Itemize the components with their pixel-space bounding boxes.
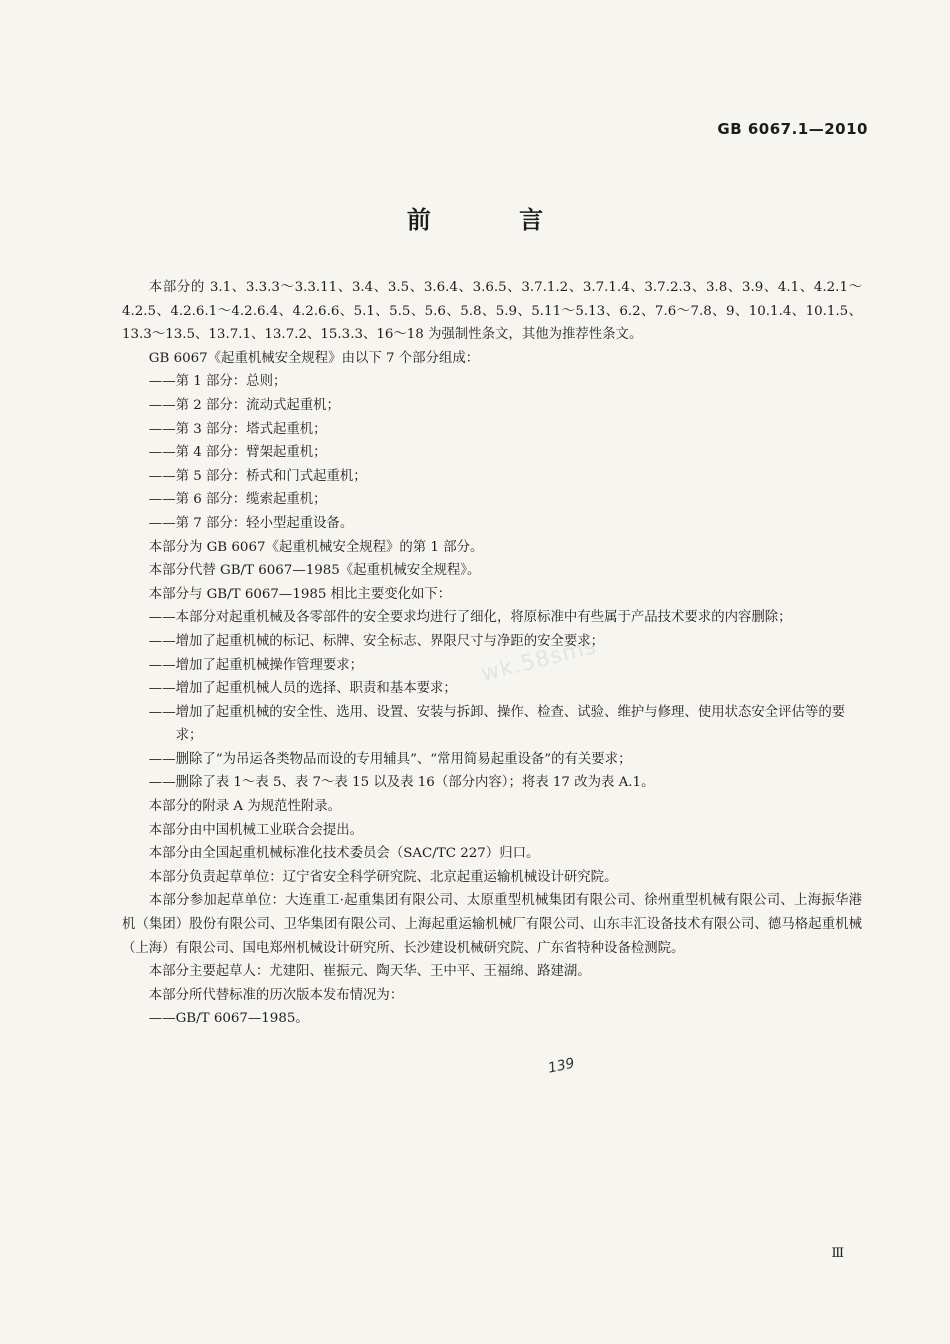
- paragraph: 本部分由中国机械工业联合会提出。: [148, 822, 364, 838]
- paragraph: 本部分与 GB/T 6067—1985 相比主要变化如下：: [148, 586, 452, 602]
- paragraph: 本部分所代替标准的历次版本发布情况为：: [148, 987, 404, 1003]
- list-item: [122, 701, 862, 748]
- list-item-text: 第 6 部分：缆索起重机；: [175, 492, 327, 508]
- list-item: [122, 512, 862, 536]
- list-dash: ——: [148, 421, 176, 437]
- list-item: [122, 394, 862, 418]
- list-dash: ——: [148, 445, 176, 461]
- list-item-text: 第 3 部分：塔式起重机；: [175, 421, 327, 437]
- watermark: wk.58sms: [478, 634, 600, 687]
- paragraph: 本部分参加起草单位：大连重工·起重集团有限公司、太原重型机械集团有限公司、徐州重型机械有限公司、上海振华港机（集团）股份有限公司、卫华集团有限公司、上海起重运输机械厂有限公司、山东丰汇设备技术有限公司、德马格起重机械（上海）有限公司、国电郑州机械设计研究所、长沙建设机械研究院、广东省特种设备检测院。: [122, 893, 862, 956]
- list-dash: ——: [148, 492, 176, 508]
- list-item-text: 本部分对起重机械及各零部件的安全要求均进行了细化，将原标准中有些属于产品技术要求的内容删除；: [175, 610, 792, 626]
- list-dash: ——: [148, 751, 176, 767]
- list-dash: ——: [148, 657, 176, 673]
- list-item: [122, 630, 862, 654]
- list-item: [122, 606, 862, 630]
- list-item-text: 第 2 部分：流动式起重机；: [175, 397, 340, 413]
- list-item: [122, 488, 862, 512]
- list-item-text: 删除了表 1～表 5、表 7～表 15 以及表 16（部分内容）；将表 17 改为表 A.1。: [175, 775, 655, 791]
- page-number: Ⅲ: [831, 1246, 844, 1261]
- list-item: [122, 748, 862, 772]
- list-item: [122, 1007, 862, 1031]
- list-item-text: 增加了起重机械的安全性、选用、设置、安装与拆卸、操作、检查、试验、维护与修理、使用状态安全评估等的要求；: [175, 704, 846, 744]
- list-item: [122, 771, 862, 795]
- list-item: [122, 418, 862, 442]
- list-dash: ——: [148, 633, 176, 649]
- paragraph: 本部分代替 GB/T 6067—1985《起重机械安全规程》。: [148, 563, 481, 579]
- list-dash: ——: [148, 775, 176, 791]
- list-item-text: 增加了起重机械人员的选择、职责和基本要求；: [175, 681, 457, 697]
- list-dash: ——: [148, 515, 176, 531]
- list-dash: ——: [148, 610, 176, 626]
- list-item-text: 删除了“为吊运各类物品而设的专用辅具”、“常用简易起重设备”的有关要求；: [175, 751, 632, 767]
- page-title: 前 言: [406, 206, 584, 234]
- list-item-text: 增加了起重机械操作管理要求；: [175, 657, 364, 673]
- list-item: [122, 441, 862, 465]
- foreword-body: [122, 276, 862, 1031]
- paragraph: 本部分的附录 A 为规范性附录。: [148, 799, 342, 815]
- list-dash: ——: [148, 374, 176, 390]
- paragraph: GB 6067《起重机械安全规程》由以下 7 个部分组成：: [148, 350, 480, 366]
- list-item: [122, 465, 862, 489]
- paragraph: 本部分为 GB 6067《起重机械安全规程》的第 1 部分。: [148, 539, 484, 555]
- list-item-text: 第 7 部分：轻小型起重设备。: [175, 515, 354, 531]
- paragraph: 本部分负责起草单位：辽宁省安全科学研究院、北京起重运输机械设计研究院。: [148, 869, 618, 885]
- list-item: [122, 370, 862, 394]
- list-dash: ——: [148, 1011, 176, 1027]
- list-item-text: 第 1 部分：总则；: [175, 374, 287, 390]
- list-item-text: 第 5 部分：桥式和门式起重机；: [175, 468, 367, 484]
- list-dash: ——: [148, 704, 176, 720]
- paragraph: 本部分由全国起重机械标准化技术委员会（SAC/TC 227）归口。: [148, 846, 540, 862]
- handwritten-note: 139: [546, 1055, 577, 1077]
- list-item: [122, 677, 862, 701]
- list-item: [122, 654, 862, 678]
- list-dash: ——: [148, 681, 176, 697]
- list-item-text: 第 4 部分：臂架起重机；: [175, 445, 327, 461]
- list-dash: ——: [148, 468, 176, 484]
- paragraph: 本部分主要起草人：尤建阳、崔振元、陶天华、王中平、王福绵、路建湖。: [148, 964, 591, 980]
- paragraph: 本部分的 3.1、3.3.3～3.3.11、3.4、3.5、3.6.4、3.6.5、3.7.1.2、3.7.1.4、3.7.2.3、3.8、3.9、4.1、4.2.1～4.2.5、4.2.6.1～4.2.6.4、4.2.6.6、5.1、5.5、5.6、5.8、5.9、5.11～5.13、6.2、7.6～7.8、9、10.1.4、10.1.5、13.3～13.5、13.7.1、13.7.2、15.3.3、16～18 为强制性条文，其他为推荐性条文。: [122, 280, 862, 343]
- list-dash: ——: [148, 397, 176, 413]
- list-item-text: 增加了起重机械的标记、标牌、安全标志、界限尺寸与净距的安全要求；: [175, 633, 605, 649]
- list-item-text: GB/T 6067—1985。: [175, 1011, 309, 1027]
- standard-code: GB 6067.1—2010: [717, 120, 868, 138]
